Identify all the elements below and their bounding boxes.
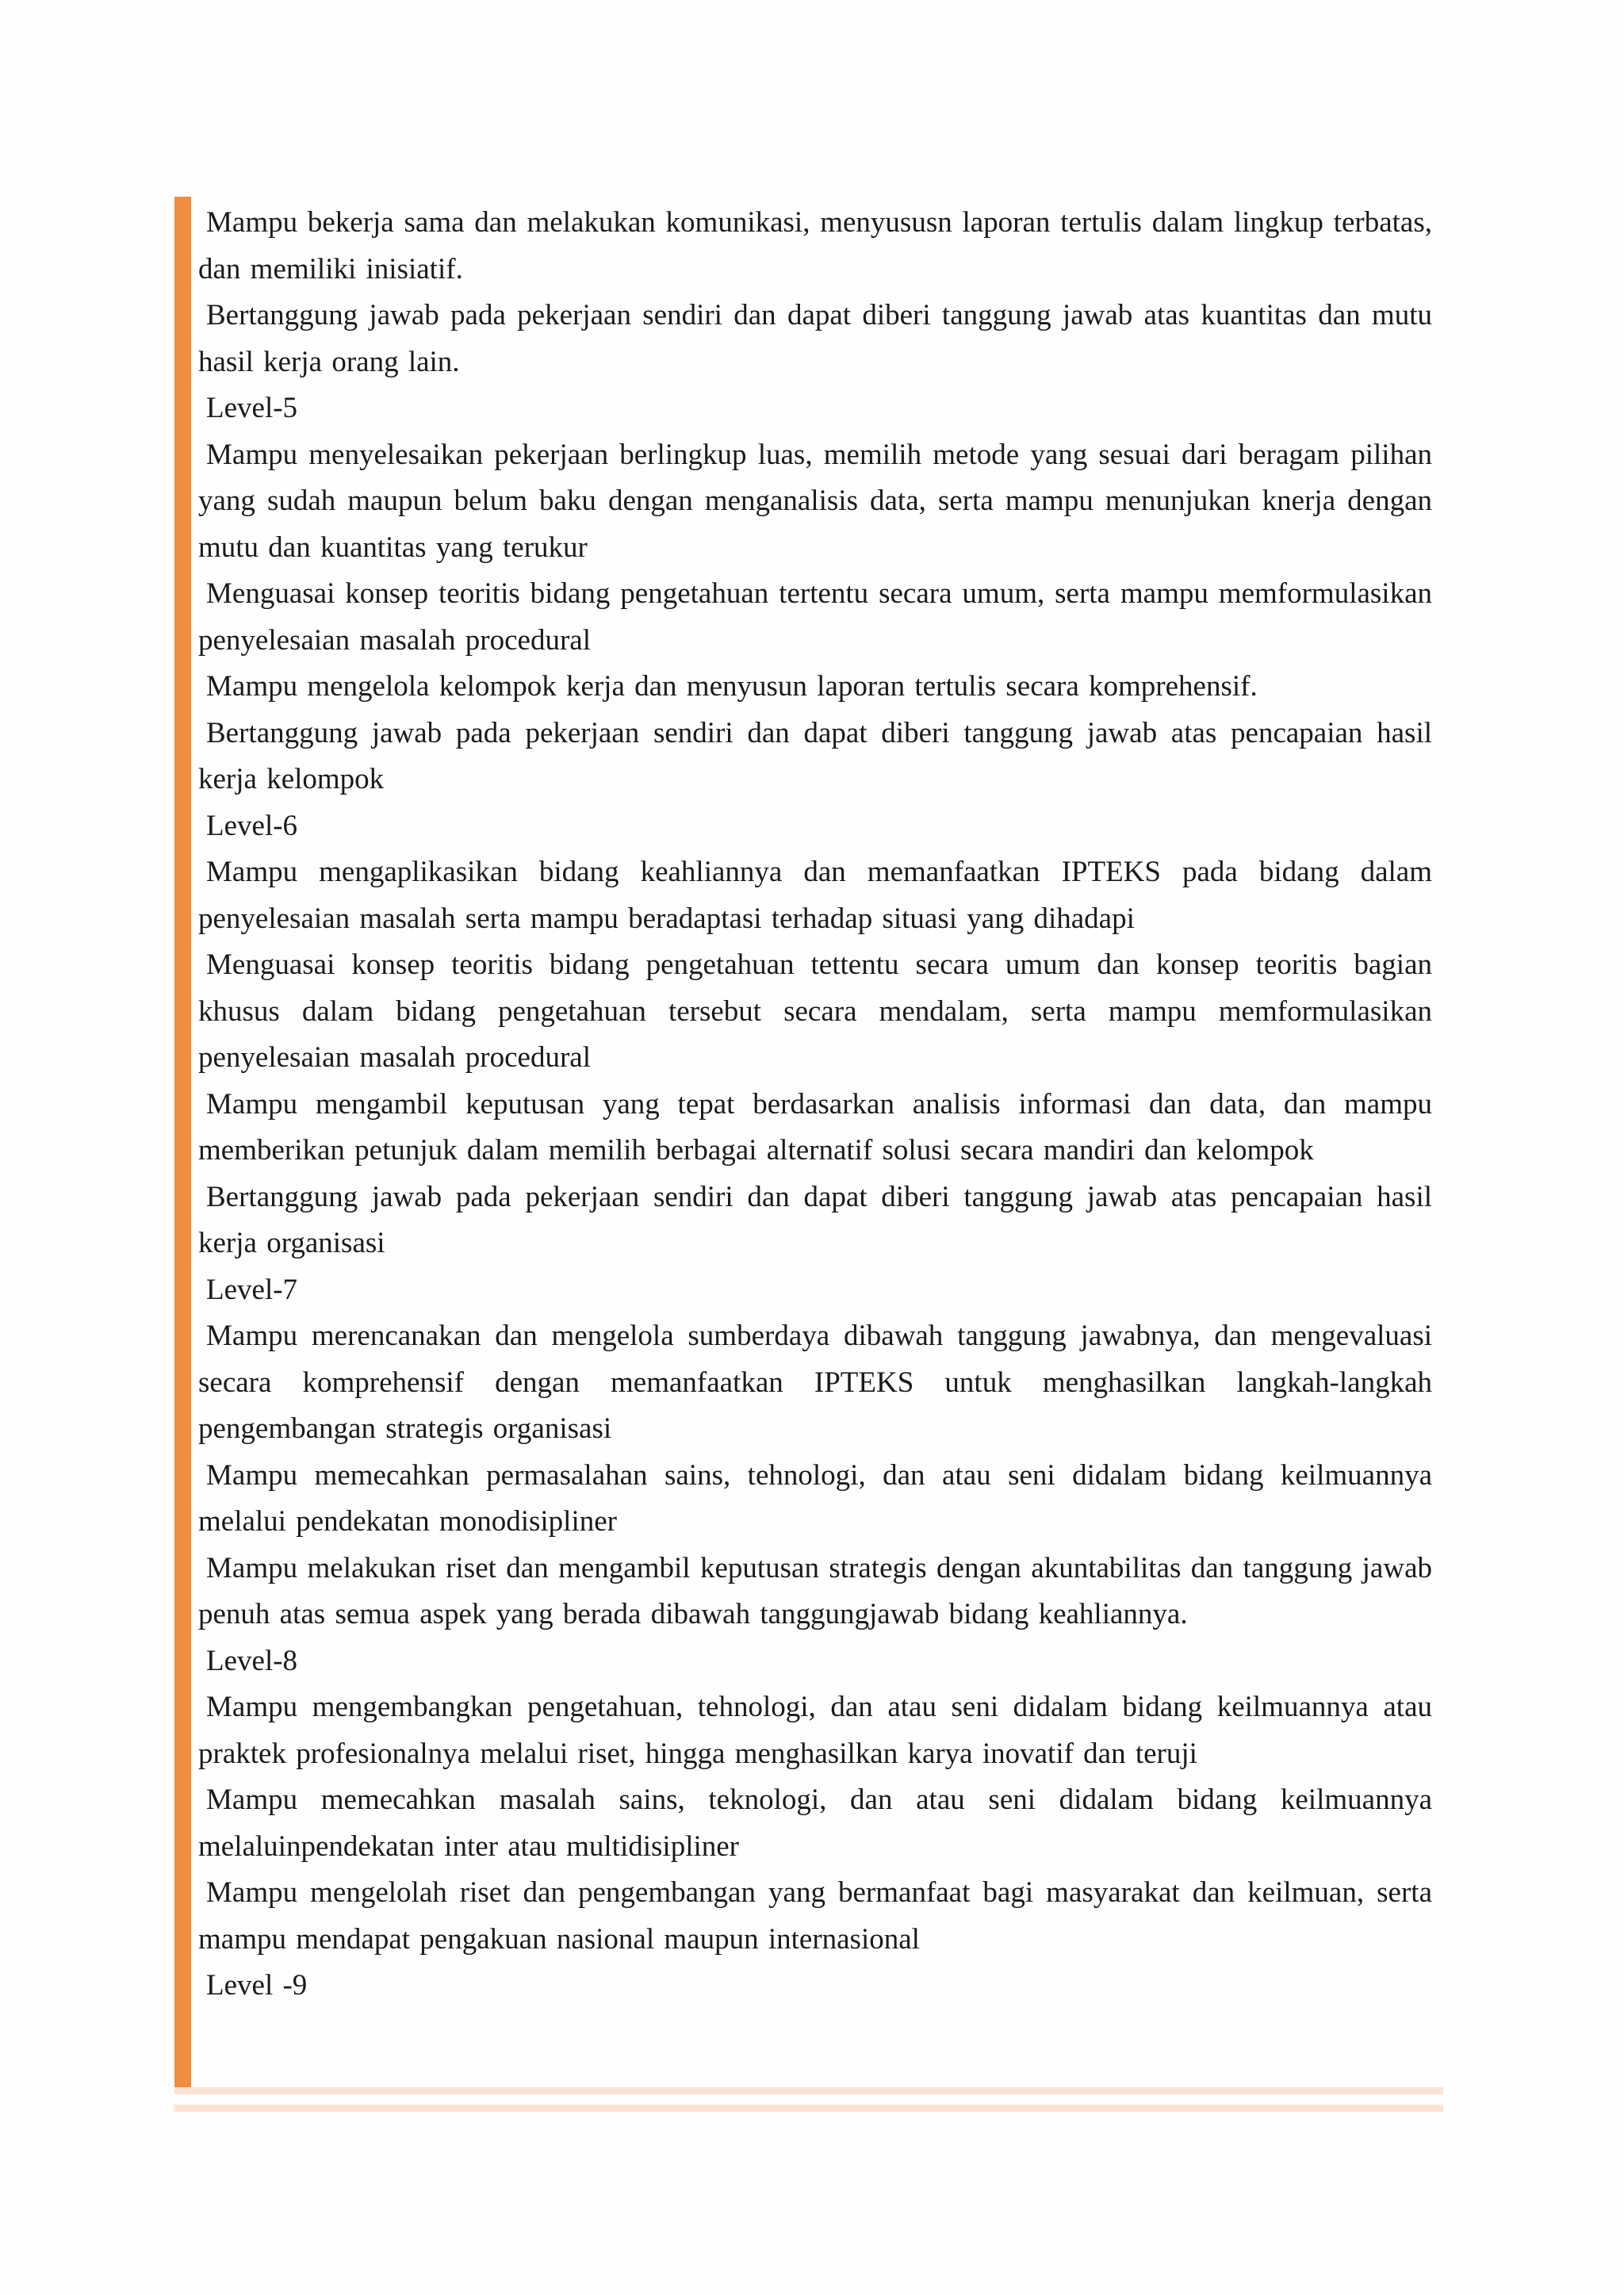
level-heading: Level-5 bbox=[206, 392, 298, 424]
document-body bbox=[198, 200, 1432, 2010]
paragraph: Mampu mengaplikasikan bidang keahliannya dan memanfaatkan IPTEKS pada bidang dalam penyelesaian masalah serta mampu beradaptasi terhadap situasi yang dihadapi bbox=[198, 856, 1432, 935]
paragraph: Mampu mengelola kelompok kerja dan menyusun laporan tertulis secara komprehensif. bbox=[206, 670, 1258, 703]
paragraph: Menguasai konsep teoritis bidang pengetahuan tertentu secara umum, serta mampu memformulasikan penyelesaian masalah procedural bbox=[198, 577, 1432, 657]
paragraph: Mampu mengambil keputusan yang tepat berdasarkan analisis informasi dan data, dan mampu memberikan petunjuk dalam memilih berbagai alternatif solusi secara mandiri dan kelompok bbox=[198, 1087, 1432, 1167]
paragraph: Mampu mengelolah riset dan pengembangan yang bermanfaat bagi masyarakat dan keilmuan, serta mampu mendapat pengakuan nasional maupun internasional bbox=[198, 1876, 1432, 1956]
paragraph: Mampu memecahkan masalah sains, teknologi, dan atau seni didalam bidang keilmuannya melaluinpendekatan inter atau multidisipliner bbox=[198, 1784, 1432, 1863]
paragraph: Mampu melakukan riset dan mengambil keputusan strategis dengan akuntabilitas dan tanggung jawab penuh atas semua aspek yang berada dibawah tanggungjawab bidang keahliannya. bbox=[198, 1551, 1432, 1630]
left-accent-bar bbox=[174, 197, 191, 2088]
paragraph: Mampu memecahkan permasalahan sains, tehnologi, dan atau seni didalam bidang keilmuannya melalui pendekatan monodisipliner bbox=[198, 1458, 1432, 1538]
level-heading: Level-8 bbox=[206, 1644, 298, 1677]
paragraph: Menguasai konsep teoritis bidang pengetahuan tettentu secara umum dan konsep teoritis bagian khusus dalam bidang pengetahuan tersebut secara mendalam, serta mampu memformulasikan penyelesaian masalah procedural bbox=[198, 948, 1432, 1074]
level-heading: Level -9 bbox=[206, 1969, 308, 2002]
paragraph: Mampu mengembangkan pengetahuan, tehnologi, dan atau seni didalam bidang keilmuannya atau praktek profesionalnya melalui riset, hingga menghasilkan karya inovatif dan teruji bbox=[198, 1691, 1432, 1770]
paragraph: Mampu menyelesaikan pekerjaan berlingkup luas, memilih metode yang sesuai dari beragam pilihan yang sudah maupun belum baku dengan menganalisis data, serta mampu menunjukan knerja dengan mutu dan kuantitas yang terukur bbox=[198, 438, 1432, 564]
paragraph: Mampu merencanakan dan mengelola sumberdaya dibawah tanggung jawabnya, dan mengevaluasi secara komprehensif dengan memanfaatkan IPTEKS untuk menghasilkan langkah-langkah pengembangan strategis organisasi bbox=[198, 1320, 1432, 1445]
paragraph: Bertanggung jawab pada pekerjaan sendiri dan dapat diberi tanggung jawab atas kuantitas dan mutu hasil kerja orang lain. bbox=[198, 299, 1432, 378]
paragraph: Bertanggung jawab pada pekerjaan sendiri dan dapat diberi tanggung jawab atas pencapaian hasil kerja kelompok bbox=[198, 716, 1432, 795]
paragraph: Bertanggung jawab pada pekerjaan sendiri dan dapat diberi tanggung jawab atas pencapaian hasil kerja organisasi bbox=[198, 1180, 1432, 1259]
level-heading: Level-7 bbox=[206, 1273, 298, 1306]
footer-rule-top bbox=[174, 2087, 1443, 2094]
footer-rule-bottom bbox=[174, 2105, 1443, 2112]
paragraph: Mampu bekerja sama dan melakukan komunikasi, menyususn laporan tertulis dalam lingkup terbatas, dan memiliki inisiatif. bbox=[198, 206, 1432, 285]
level-heading: Level-6 bbox=[206, 809, 298, 842]
